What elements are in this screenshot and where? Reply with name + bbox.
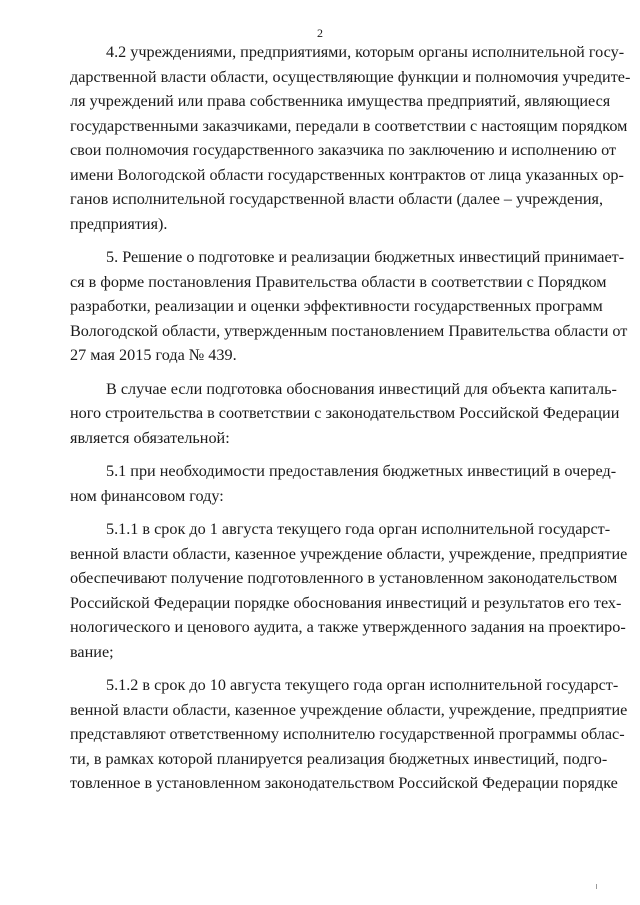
text-line: дарственной власти области, осуществляющие функции и полномочия учредите- [70, 67, 631, 86]
text-line: 5.1.2 в срок до 10 августа текущего года орган исполнительной государст- [106, 676, 619, 694]
text-line: свои полномочия государственного заказчика по заключению и исполнению от [70, 141, 617, 159]
text-line: представляют ответственному исполнителю государственной программы облас- [70, 725, 625, 743]
text-line: нологического и ценового аудита, а также утвержденного задания на проектиро- [70, 618, 626, 636]
text-line: 5.1.1 в срок до 1 августа текущего года орган исполнительной государст- [106, 520, 611, 538]
text-line: ного строительства в соответствии с законодательством Российской Федерации [70, 404, 620, 422]
paragraph-5-1-2 [70, 673, 628, 796]
text-line: 5. Решение о подготовке и реализации бюджетных инвестиций принимает- [106, 248, 625, 266]
text-line: имени Вологодской области государственных контрактов от лица указанных ор- [70, 165, 624, 184]
paragraph-4-2 [70, 40, 631, 236]
paragraph-investment-justification [70, 377, 620, 451]
text-line: ля учреждений или права собственника имущества предприятий, являющиеся [70, 92, 611, 110]
text-line: товленное в установленном законодательством Российской Федерации порядке [70, 774, 618, 792]
text-line: ся в форме постановления Правительства области в соответствии с Порядком [70, 272, 607, 291]
text-line: 5.1 при необходимости предоставления бюджетных инвестиций в очеред- [106, 462, 617, 480]
paragraph-5 [70, 245, 628, 368]
text-line: ти, в рамках которой планируется реализация бюджетных инвестиций, подго- [70, 749, 608, 768]
document-body [70, 40, 631, 805]
scan-speck [596, 884, 597, 889]
text-line: Российской Федерации порядке обоснования инвестиций и результатов его тех- [70, 593, 622, 612]
text-line: венной власти области, казенное учреждение области, учреждение, предприятие [70, 544, 628, 563]
text-line: государственными заказчиками, передали в соответствии с настоящим порядком [70, 116, 628, 135]
text-line: вание; [70, 642, 114, 661]
text-line: 4.2 учреждениями, предприятиями, которым органы исполнительной госу- [106, 43, 625, 61]
text-line: В случае если подготовка обоснования инвестиций для объекта капиталь- [106, 379, 617, 398]
text-line: Вологодской области, утвержденным постановлением Правительства области от [70, 321, 628, 340]
text-line: разработки, реализации и оценки эффективности государственных программ [70, 297, 603, 315]
text-line: обеспечивают получение подготовленного в установленном законодательством [70, 569, 618, 587]
text-line: венной власти области, казенное учреждение области, учреждение, предприятие [70, 700, 628, 719]
text-line: ном финансовом году: [70, 486, 224, 505]
paragraph-5-1 [70, 459, 617, 508]
text-line: предприятия). [70, 214, 168, 233]
text-line: является обязательной: [70, 428, 230, 447]
text-line: ганов исполнительной государственной власти области (далее – учреждения, [70, 190, 604, 208]
paragraph-5-1-1 [70, 517, 628, 664]
text-line: 27 мая 2015 года № 439. [70, 346, 237, 364]
page-number: 2 [317, 26, 323, 40]
